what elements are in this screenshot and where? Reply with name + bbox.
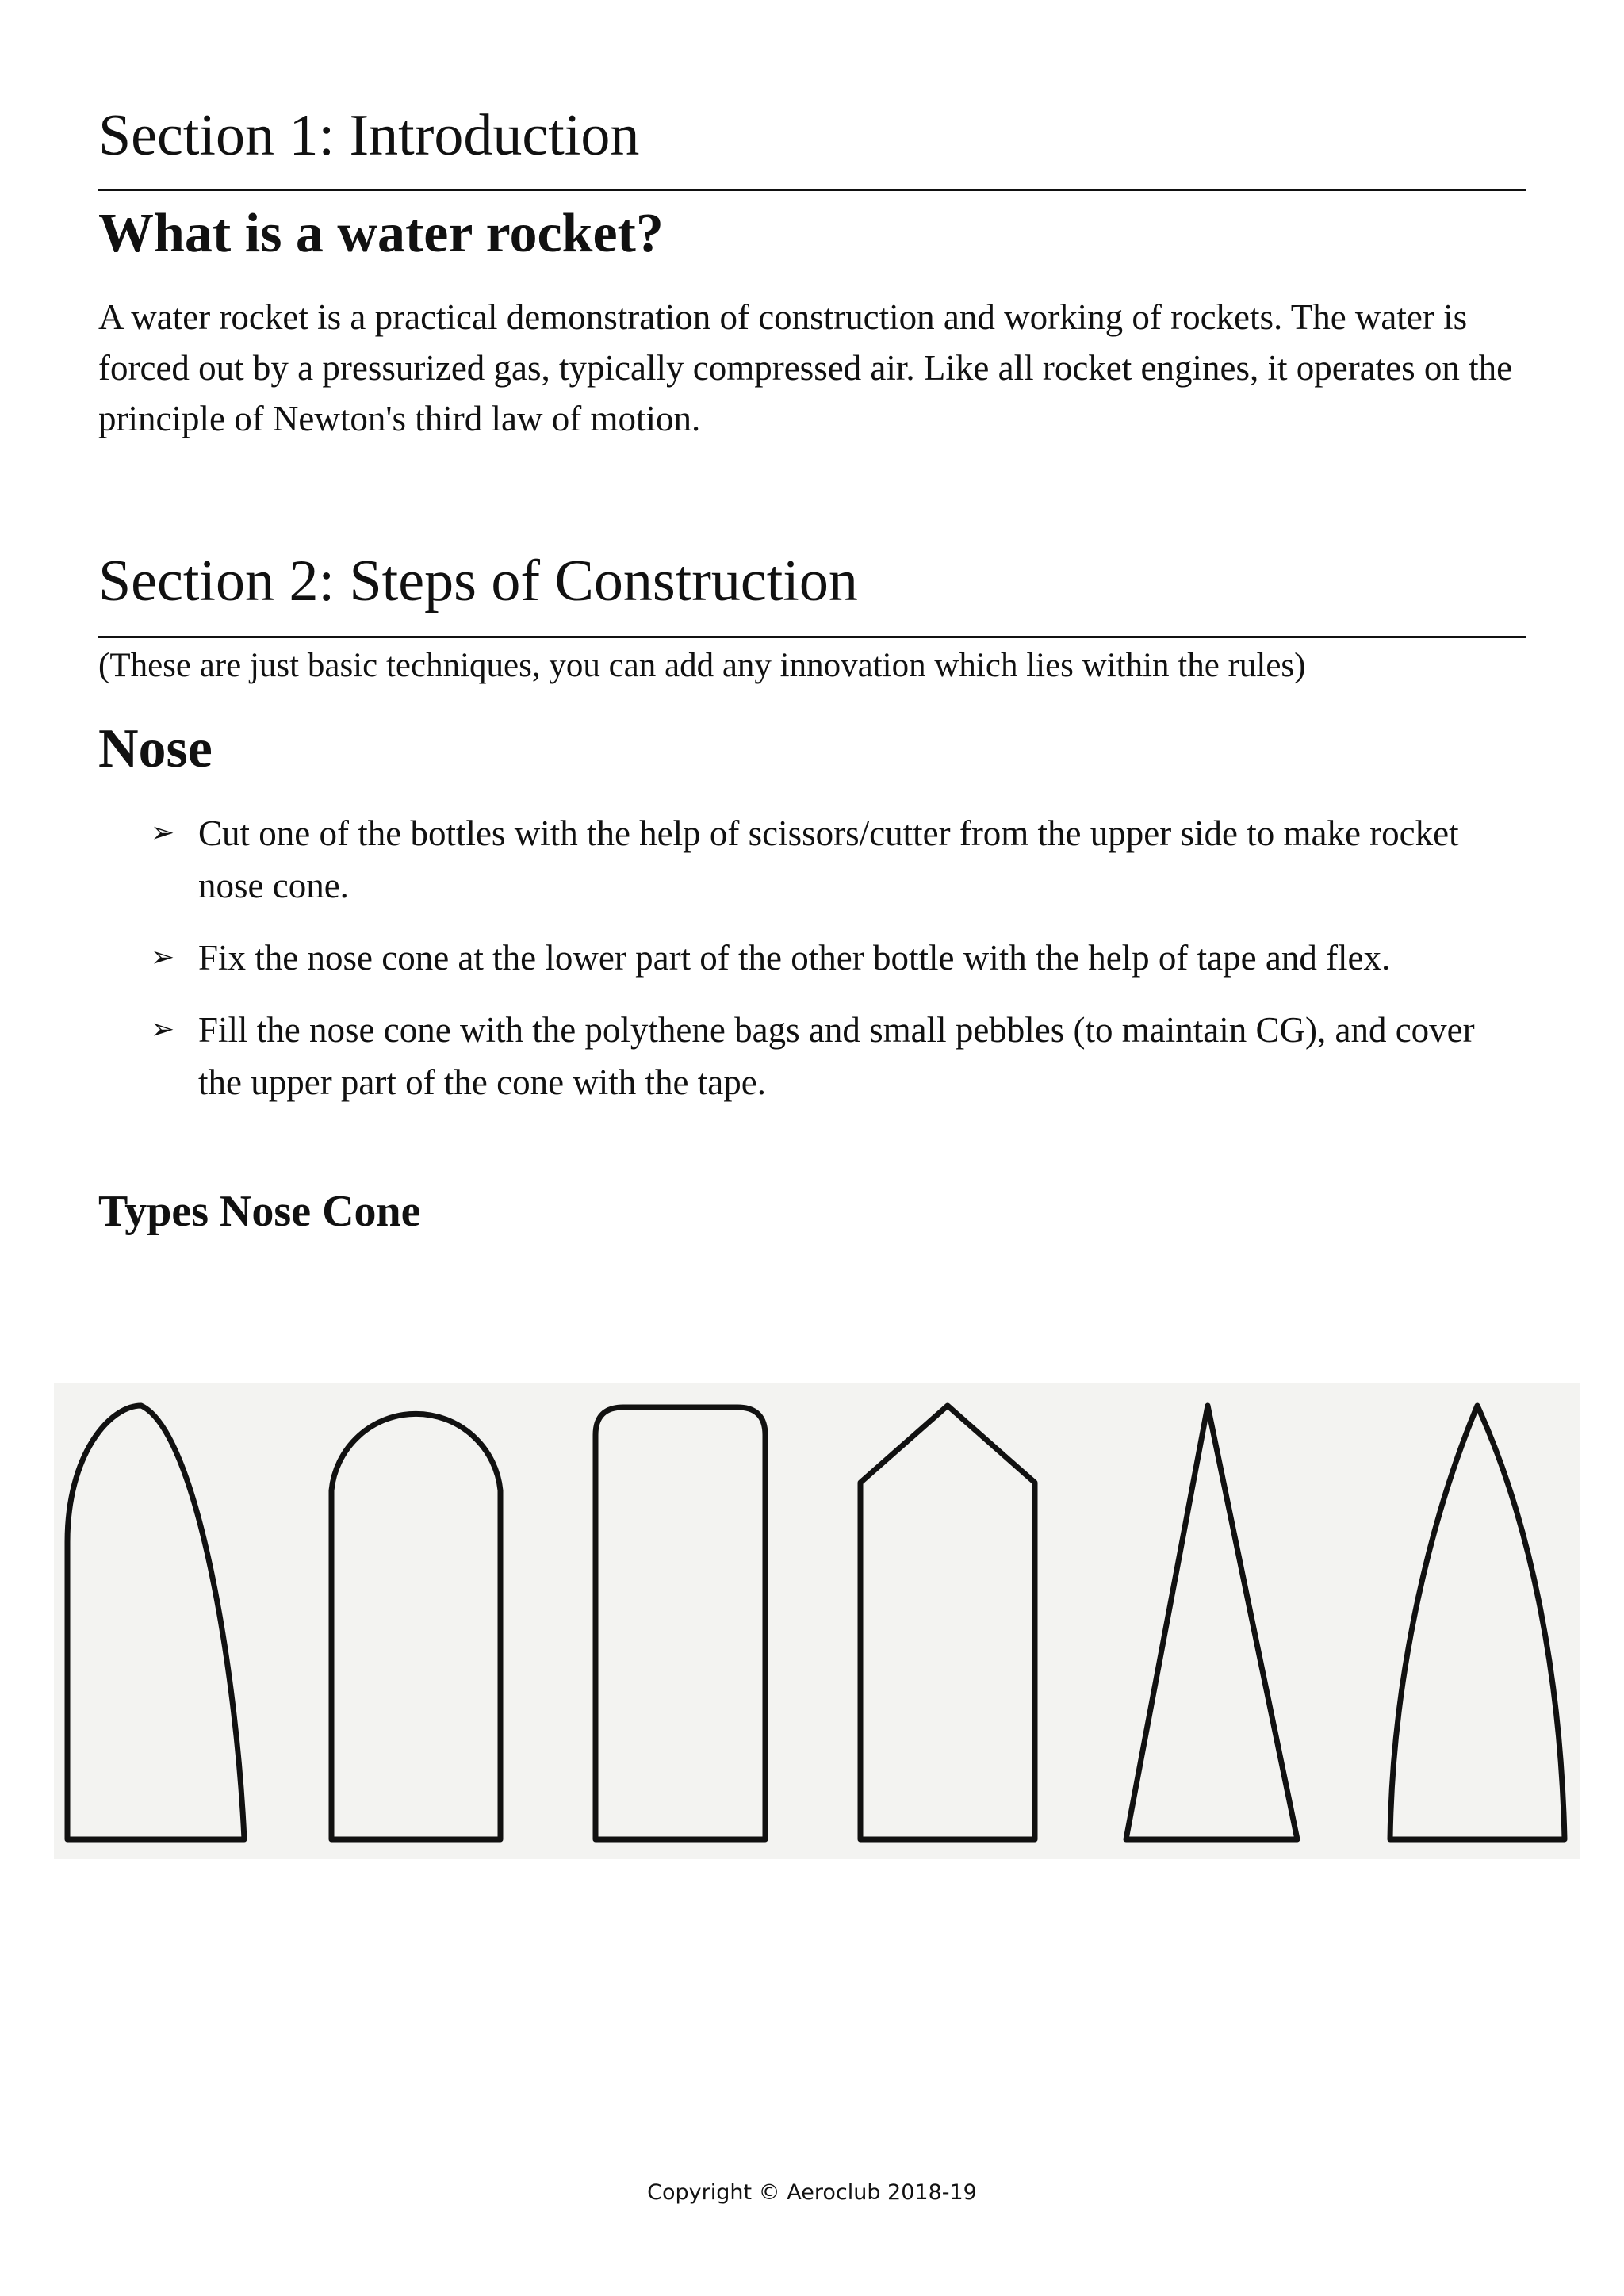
- nose-step-text: Fill the nose cone with the polythene bags and small pebbles (to maintain CG), and cover the upper part of the cone with the tape.: [198, 1010, 1475, 1102]
- copyright-footer: Copyright © Aeroclub 2018-19: [647, 2180, 977, 2205]
- nose-heading: Nose: [98, 718, 213, 779]
- nose-cone-types-heading: Types Nose Cone: [98, 1187, 421, 1236]
- pentagon-nose-cone-shape: [860, 1406, 1035, 1839]
- arrowhead-bullet-icon: ➢: [151, 941, 175, 974]
- arrowhead-bullet-icon: ➢: [151, 1013, 175, 1046]
- section-1-rule: [98, 189, 1526, 191]
- nose-steps-list: [151, 807, 1515, 1128]
- section-2-rule: [98, 636, 1526, 638]
- list-item: [151, 1004, 1515, 1108]
- section-1-title: Section 1: Introduction: [98, 103, 640, 168]
- section-2-title: Section 2: Steps of Construction: [98, 549, 858, 614]
- nose-cone-shapes-svg: [54, 1383, 1580, 1859]
- nose-step-text: Cut one of the bottles with the help of scissors/cutter from the upper side to make rocket nose cone.: [198, 813, 1459, 905]
- nose-cone-types-figure: [54, 1383, 1580, 1859]
- intro-paragraph: A water rocket is a practical demonstration of construction and working of rockets. The water is forced out by a pressurized gas, typically compressed air. Like all rocket engines, it operates on the principle of Newton's third law of motion.: [98, 297, 1513, 438]
- rounded-nose-cone-shape: [331, 1414, 500, 1839]
- nose-step-text: Fix the nose cone at the lower part of the other bottle with the help of tape and flex.: [198, 938, 1391, 978]
- list-item: [151, 932, 1515, 984]
- techniques-note: (These are just basic techniques, you can add any innovation which lies within the rules): [98, 647, 1306, 684]
- arrowhead-bullet-icon: ➢: [151, 817, 175, 849]
- parabolic-nose-cone-shape: [1390, 1406, 1565, 1839]
- flat-nose-cone-shape: [596, 1407, 765, 1839]
- list-item: [151, 807, 1515, 912]
- conical-nose-cone-shape: [1126, 1406, 1297, 1839]
- ogive-nose-cone-shape: [67, 1406, 244, 1839]
- water-rocket-heading: What is a water rocket?: [98, 203, 664, 264]
